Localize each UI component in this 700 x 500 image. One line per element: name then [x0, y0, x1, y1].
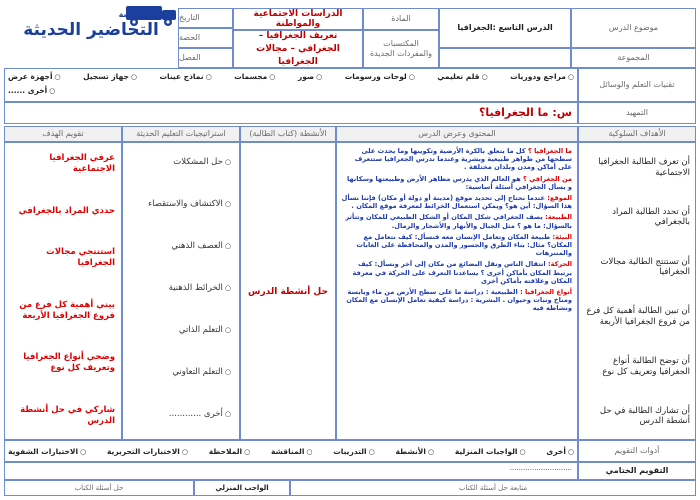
tool-label: أخرى ...... [8, 86, 48, 95]
content-block [341, 260, 572, 285]
logo-title: التحاضير الحديثة [23, 20, 159, 40]
homework-label: الواجب المنزلي [194, 480, 290, 496]
subject-label: المادة [363, 8, 439, 30]
objective-item: أن تستنتج الطالبة مجالات الجغرافيا [600, 256, 690, 278]
strategy-label: الاكتشاف والاستقصاء [148, 199, 223, 209]
content-heading: الحركة: [547, 260, 572, 269]
strategy-label: حل المشكلات [173, 157, 223, 167]
evaluation-item: عرفي الجغرافيا الاجتماعية [49, 153, 115, 174]
objective-item: أن تشارك الطالبة في حل أنشطة الدرس [599, 405, 690, 427]
assessment-label: الأنشطة [395, 446, 426, 456]
strategies-column [122, 142, 240, 440]
strategy-option[interactable] [127, 409, 231, 419]
lesson-value: الدرس التاسع :الجغرافيا [439, 8, 571, 48]
tools-options-row1 [8, 72, 574, 84]
tool-checkbox[interactable] [510, 72, 574, 84]
content-body: يصف الجغرافي شكل المكان أو الشكل الطبيعي للمكان وتتأثر بالسؤال: ما هو ؟ مثل الجبال والأنهار والأشجار والرمال. [345, 213, 572, 230]
intro-label: التمهيد [578, 102, 696, 124]
evaluation-item: حددي المراد بالجغرافي [18, 205, 115, 216]
content-heading: من الجغرافي ؟ [523, 174, 572, 183]
col-objectives: الأهداف السلوكية [578, 126, 696, 142]
tool-label: لوحات ورسومات [344, 72, 407, 81]
tool-label: مراجع ودوريات [510, 72, 566, 81]
content-block [341, 194, 572, 210]
content-body: طبيعة المكان وتعامل الإنسان معه فنسأل: كيف نتعامل مع المكان؟ مثال: بناء الطرق والجسور والمدن والمحافظة على الغابات والمتنزهات [356, 232, 572, 258]
tool-label: صور [297, 72, 315, 81]
period-label: الحصة [178, 28, 233, 48]
strategy-label: التعلم الذاتي [178, 325, 223, 335]
assessment-label: المناقشة [271, 446, 305, 456]
tool-label: قلم تعليمي [437, 72, 480, 81]
strategy-label: التعلم التعاوني [172, 367, 223, 377]
content-heading: أنواع الجغرافيا : [520, 288, 572, 297]
assessment-label: أدوات التقويم [578, 440, 696, 462]
class-label: الفصل [178, 48, 233, 68]
final-eval-value: ............................ [509, 464, 572, 472]
content-heading: الطبيعة: [545, 213, 572, 222]
assessment-label: الملاحظة [208, 446, 243, 456]
assessment-label: الاختبارات التحريرية [106, 446, 180, 456]
col-strategies: استراتيجيات التعليم الحديثة [122, 126, 240, 142]
assessment-checkbox[interactable] [209, 447, 250, 456]
content-body: الطبيعية : دراسة ما على سطح الأرض من ماء ويابسة ومناخ ونبات وحيوان . البشرية : دراسة كيفية تعامل الإنسان مع المكان ونشاطه فيه [346, 288, 572, 313]
activity-text: حل أنشطة الدرس [248, 287, 328, 297]
tool-checkbox[interactable] [345, 72, 415, 84]
group-value-cell [439, 48, 571, 68]
evaluation-item: شاركي في حل أنشطة الدرس [20, 404, 115, 426]
strategy-option[interactable] [127, 157, 231, 167]
content-body: عندما نحتاج إلى تحديد موقع (مدينة أو دولة أو مكان) فإننا نسأل هذا السؤال: أين هو؟ ويمكن استعمال الخرائط لمعرفة موقع المكان . [341, 194, 572, 211]
logo [2, 2, 180, 44]
tool-label: مجسمات [234, 72, 268, 81]
objective-item: أن تعرف الطالبة الجغرافيا الاجتماعية [598, 157, 690, 178]
col-content: المحتوى وعرض الدرس [336, 126, 578, 142]
content-block [341, 213, 572, 229]
followup-label: متابعة حل أسئلة الكتاب [290, 480, 696, 496]
intro-question: س: ما الجغرافيا؟ [478, 106, 572, 119]
tool-checkbox[interactable] [298, 72, 322, 84]
evaluation-item: استنتجي مجالات الجغرافيا [46, 247, 115, 269]
assessment-checkbox[interactable] [271, 447, 313, 456]
content-block [341, 175, 572, 191]
content-heading: ما الجغرافيا ؟ [527, 147, 572, 155]
tool-checkbox[interactable] [234, 72, 275, 84]
content-column [336, 142, 578, 440]
tool-checkbox[interactable] [83, 72, 137, 84]
strategy-label: أخرى ............ [168, 409, 223, 419]
objective-item: أن تحدد الطالبة المراد بالجغرافي [612, 206, 690, 228]
tools-label: تقنيات التعلم والوسائل [578, 68, 696, 102]
tool-label: أجهزة عرض [8, 72, 53, 81]
group-label: المجموعة [571, 48, 696, 68]
assessment-options [8, 440, 574, 462]
topic-label: موضوع الدرس [571, 8, 696, 48]
subject-value: الدراسات الاجتماعية والمواطنة [233, 8, 363, 30]
strategy-label: الخرائط الذهنية [168, 283, 223, 293]
assessment-checkbox[interactable] [8, 447, 86, 456]
col-activities: الأنشطة (كتاب الطالبة) [240, 126, 336, 142]
content-body: كل ما يتعلق بالكرة الأرضية وتكوينها وما يحدث على سطحها من ظواهر طبيعية وبشرية وعندما ندرس الجغرافيا ستتعرف على أماكن ومدن وبلدان مختلفة . [354, 147, 572, 172]
strategy-option[interactable] [127, 241, 231, 251]
homework-value: حل أسئلة الكتاب [4, 480, 194, 496]
strategy-option[interactable] [127, 367, 231, 377]
tools-options-row2 [8, 86, 574, 98]
tool-checkbox[interactable] [159, 72, 211, 84]
logo-subtitle: مؤسسة [118, 10, 150, 19]
content-body: انتقال الناس ونقل البضائع من مكان إلى آخر ونسأل: كيف يرتبط المكان بأماكن أخرى ؟ يساعدنا التعرف على الحركة في معرفة المكان وعلاقته بأماكن أخرى [352, 260, 572, 285]
assessment-label: الواجبات المنزلية [454, 446, 518, 456]
final-eval-label: التقويم الختامي [578, 462, 696, 480]
skills-label: المكتسبات والمفردات الجديدة [363, 30, 439, 68]
assessment-checkbox[interactable] [395, 447, 434, 456]
evaluation-item: بيني أهمية كل فرع من فروع الجغرافيا الأربعة [19, 299, 115, 321]
skills-value: تعريف الجغرافيا – الجغرافي – مجالات الجغرافيا [233, 30, 363, 68]
evaluation-column [4, 142, 122, 440]
content-block [341, 288, 572, 313]
tool-label: جهاز تسجيل [83, 72, 129, 81]
assessment-checkbox[interactable] [107, 447, 188, 456]
objective-item: أن توضح الطالبة أنواع الجغرافيا وتعريف كل نوع [602, 356, 690, 377]
assessment-checkbox[interactable] [455, 447, 526, 456]
strategy-label: العصف الذهني [171, 241, 223, 251]
content-heading: البيئة: [552, 232, 572, 241]
evaluation-item: وضحي أنواع الجغرافيا وتعريف كل نوع [23, 352, 115, 374]
content-block [341, 147, 572, 172]
strategy-option[interactable] [127, 199, 231, 209]
assessment-checkbox[interactable] [546, 447, 574, 456]
content-block [341, 233, 572, 258]
assessment-label: الاختبارات الشفوية [8, 446, 79, 456]
date-label: التاريخ [178, 8, 233, 28]
strategy-option[interactable] [127, 283, 231, 293]
tool-label: نماذج عينات [159, 72, 204, 81]
strategy-option[interactable] [127, 325, 231, 335]
assessment-label: التدريبات [333, 446, 367, 456]
tool-checkbox[interactable] [8, 72, 61, 84]
assessment-checkbox[interactable] [333, 447, 374, 456]
content-body: هو العالم الذي يدرس مظاهر الأرض وطبيعتها وسكانها و يسأل الجغرافي أسئلة أساسية: [346, 174, 572, 191]
tool-checkbox[interactable] [437, 72, 487, 84]
content-heading: الموقع: [547, 194, 572, 203]
col-evaluation: تقويم الهدف [4, 126, 122, 142]
objectives-column [578, 142, 696, 440]
tool-checkbox-other[interactable] [8, 86, 55, 98]
assessment-label: أخرى [546, 446, 566, 456]
objective-item: أن تبين الطالبة أهمية كل فرع من فروع الجغرافيا الأربعة [586, 306, 690, 327]
